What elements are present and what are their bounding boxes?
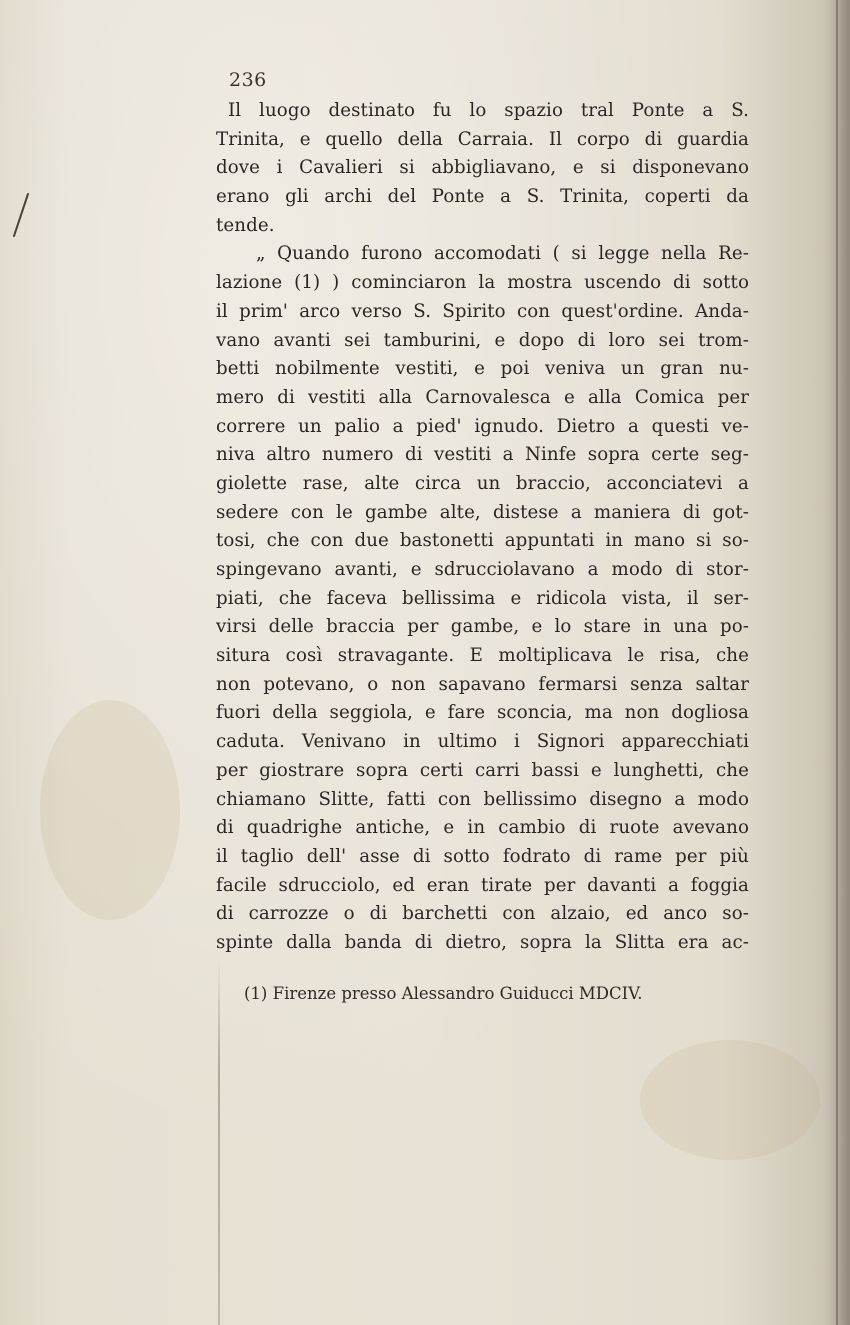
page-edge-line [836,0,838,1325]
text-line: betti nobilmente vestiti, e poi veniva un gran nu- [216,358,749,380]
page-number: 236 [229,69,267,91]
text-line: caduta. Venivano in ultimo i Signori apparecchiati [216,731,749,753]
text-line: erano gli archi del Ponte a S. Trinita, coperti da [216,186,749,208]
text-line: per giostrare sopra certi carri bassi e lunghetti, che [216,759,749,781]
text-line: di carrozze o di barchetti con alzaio, ed anco so- [216,903,749,925]
footnote: (1) Firenze presso Alessandro Guiducci MDCIV. [244,984,643,1003]
text-line: spingevano avanti, e sdrucciolavano a modo di stor- [216,559,749,580]
paper-stain [640,1040,820,1160]
text-line: il prim' arco verso S. Spirito con quest'ordine. Anda- [216,300,749,322]
body-text [216,97,749,958]
text-line: situra così stravagante. E moltiplicava le risa, che [216,645,749,667]
text-line: di quadrighe antiche, e in cambio di ruote avevano [216,817,749,839]
paper-fold-line [218,960,220,1325]
text-line: tosi, che con due bastonetti appuntati in mano si so- [216,530,749,552]
text-line: facile sdrucciolo, ed eran tirate per davanti a foggia [216,874,749,896]
paper-stain [40,700,180,920]
text-line: chiamano Slitte, fatti con bellissimo disegno a modo [216,788,749,810]
text-line: il taglio dell' asse di sotto fodrato di rame per più [216,845,749,867]
text-line: vano avanti sei tamburini, e dopo di loro sei trom- [216,329,749,351]
text-line: sedere con le gambe alte, distese a maniera di got- [216,501,749,523]
text-line: niva altro numero di vestiti a Ninfe sopra certe seg- [216,444,749,466]
text-line: correre un palio a pied' ignudo. Dietro a questi ve- [216,415,749,437]
text-line: mero di vestiti alla Carnovalesca e alla Comica per [216,386,749,408]
text-line: fuori della seggiola, e fare sconcia, ma non dogliosa [216,702,749,724]
margin-pencil-mark [8,192,32,240]
text-line: „ Quando furono accomodati ( si legge nella Re- [256,243,749,265]
text-line: dove i Cavalieri si abbigliavano, e si disponevano [216,157,749,179]
text-line: spinte dalla banda di dietro, sopra la Slitta era ac- [216,931,749,953]
text-line: non potevano, o non sapavano fermarsi senza saltar [216,673,749,695]
page-edge-shadow [828,0,850,1325]
text-line: virsi delle braccia per gambe, e lo stare in una po- [216,616,749,638]
text-line: Trinita, e quello della Carraia. Il corpo di guardia [216,128,749,150]
text-line: tende. [216,214,275,236]
text-line: lazione (1) ) cominciaron la mostra uscendo di sotto [216,272,749,294]
text-line: Il luogo destinato fu lo spazio tral Ponte a S. [228,100,749,121]
text-line: giolette rase, alte circa un braccio, acconciatevi a [216,472,749,494]
text-line: piati, che faceva bellissima e ridicola vista, il ser- [216,587,749,609]
